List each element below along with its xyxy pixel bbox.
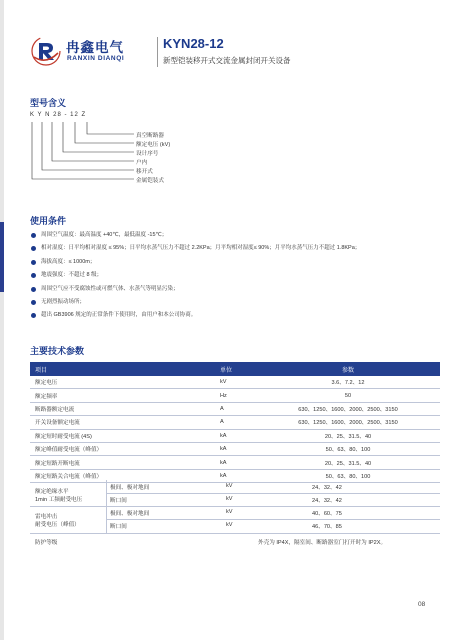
conditions-list [30, 232, 440, 326]
list-item: 海拔高度：≤ 1000m； [30, 259, 440, 272]
model-label-breaker: 真空断路器 [136, 133, 164, 139]
product-subtitle: 新型铠装移开式交流金属封闭开关设备 [163, 56, 291, 65]
column-header-item: 项目 [35, 367, 48, 374]
model-label-withdrawable: 移开式 [136, 169, 153, 175]
list-item: 周围空气温度：最高温度 +40℃，最低温度 -15℃； [30, 232, 440, 245]
sub-item-value: 40、60、75 [312, 511, 342, 517]
insulation-label-line2: 1min 工频耐受电压 [35, 497, 83, 503]
model-label-voltage: 额定电压 (kV) [136, 142, 171, 148]
list-item: 周围空气应不受腐蚀性或可燃气体、水蒸气等明显污染； [30, 286, 440, 299]
table-row: 开关设备额定电流 A 630、1250、1600、2000、2500、3150 [30, 416, 440, 429]
sub-item-unit: kV [226, 509, 233, 515]
row-divider [106, 519, 440, 520]
table-row: 额定峰值耐受电流（峰值） kA 50、63、80、100 [30, 443, 440, 456]
conditions-heading: 使用条件 [30, 216, 67, 226]
table-row: 断路器额定电流 A 630、1250、1600、2000、2500、3150 [30, 403, 440, 416]
model-code-diagram [30, 122, 140, 188]
sub-item-name: 极间、极对地间 [110, 485, 150, 491]
product-model-title: KYN28-12 [163, 36, 224, 51]
list-item: 地震强度：不超过 8 级； [30, 272, 440, 285]
bullet-icon [31, 273, 36, 278]
sub-item-value: 46、70、85 [312, 524, 342, 530]
model-label-indoor: 户内 [136, 160, 148, 166]
parameters-heading: 主要技术参数 [30, 346, 85, 356]
sub-item-name: 极间、极对地间 [110, 511, 150, 517]
column-header-value: 参数 [341, 367, 354, 374]
bullet-icon [31, 260, 36, 265]
list-item: 相对湿度：日平均相对湿度 ≤ 95%；日平均水蒸气压力不超过 2.2KPa；月平均相对湿度≤ 90%；月平均水蒸气压力不超过 1.8KPa； [30, 245, 440, 258]
model-code: K Y N 28 - 12 Z [30, 112, 87, 118]
protection-label: 防护等级 [35, 540, 58, 546]
ranxin-logo-icon [30, 35, 62, 67]
bullet-icon [31, 300, 36, 305]
page-number: 08 [418, 601, 426, 608]
bullet-icon [31, 313, 36, 318]
table-row: 额定电压 kV 3.6、7.2、12 [30, 376, 440, 389]
brand-name-en: RANXIN DIANQI [67, 55, 125, 62]
protection-value: 外壳为 IP4X，隔室间、断路器室门打开时为 IP2X。 [258, 540, 387, 546]
table-row: 额定频率 Hz 50 [30, 389, 440, 402]
model-meaning-heading: 型号含义 [30, 98, 67, 108]
brand-name-cn: 冉鑫电气 [66, 40, 124, 55]
column-header-unit: 单位 [220, 367, 233, 374]
insulation-label-line1: 额定绝缘水平 [35, 489, 69, 495]
bullet-icon [31, 233, 36, 238]
bullet-icon [31, 287, 36, 292]
sub-item-unit: kV [226, 483, 233, 489]
header-divider [157, 37, 158, 67]
row-divider [106, 493, 440, 494]
page-edge-marker [0, 222, 4, 292]
list-item: 超出 GB3906 规定的正常条件下使用时，由用户和本公司协商。 [30, 312, 440, 325]
row-divider [30, 506, 440, 507]
bullet-icon [31, 246, 36, 251]
sub-item-value: 24、32、42 [312, 485, 342, 491]
protection-row [30, 535, 440, 547]
lightning-label-line2: 耐受电压（峰值） [35, 522, 80, 528]
page-edge [0, 0, 4, 640]
table-row: 额定短路关合电流（峰值） kA 50、63、80、100 [30, 470, 440, 483]
table-header [30, 362, 440, 376]
sub-item-unit: kV [226, 522, 233, 528]
model-label-armored: 金属铠装式 [136, 178, 164, 184]
table-row: 额定短路开断电流 kA 20、25、31.5、40 [30, 456, 440, 469]
lightning-label-line1: 雷电冲击 [35, 514, 58, 520]
parameters-table [30, 362, 440, 546]
cell-divider [106, 480, 107, 534]
model-label-design-no: 设计序号 [136, 151, 159, 157]
list-item: 无剧烈振动场所； [30, 299, 440, 312]
row-divider [30, 533, 440, 534]
sub-item-name: 断口间 [110, 498, 127, 504]
table-row: 额定短时耐受电流 (4S) kA 20、25、31.5、40 [30, 430, 440, 443]
sub-item-name: 断口间 [110, 524, 127, 530]
sub-item-unit: kV [226, 496, 233, 502]
insulation-group [30, 480, 440, 534]
sub-item-value: 24、32、42 [312, 498, 342, 504]
